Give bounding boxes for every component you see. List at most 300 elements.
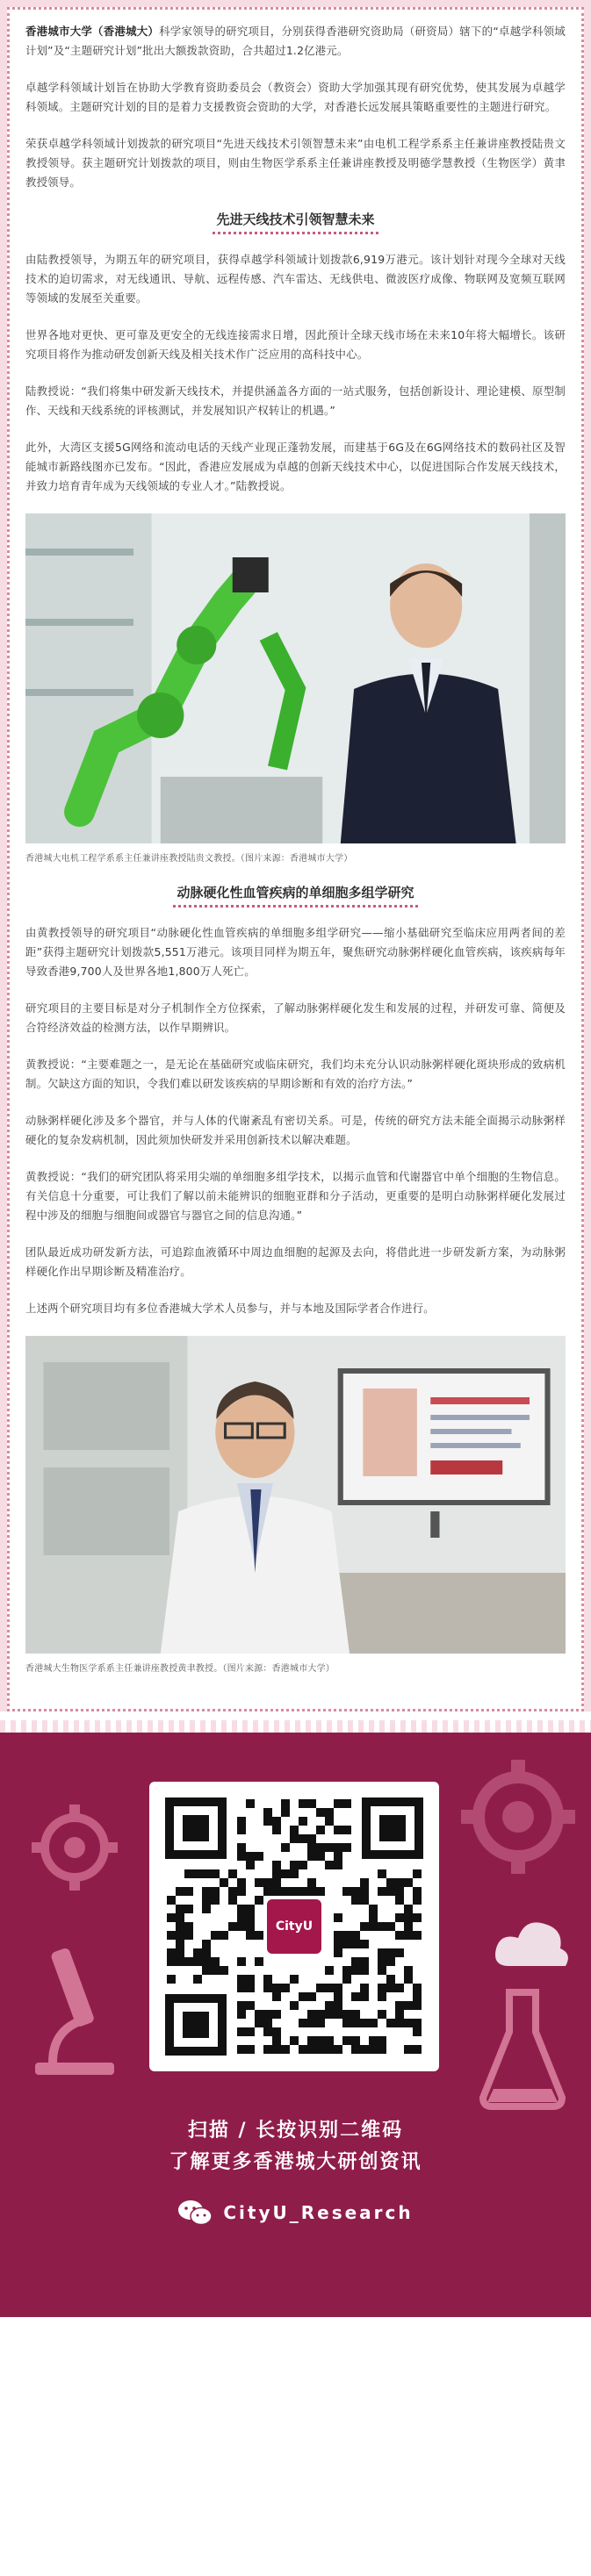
qr-module [184,1931,193,1940]
qr-module [360,2045,369,2054]
qr-module [404,1913,413,1922]
qr-module [290,1861,299,1869]
qr-module [316,2036,325,2045]
qr-module [299,2019,307,2027]
qr-module [325,1817,334,1826]
qr-module [255,2010,263,2019]
qr-module [246,1984,255,1992]
qr-module [386,1922,395,1931]
qr-module [342,1826,351,1834]
lab-robot-scene-image [25,513,566,843]
lab-flask-icon [474,1984,571,2115]
qr-module [360,1957,369,1966]
qr-module [193,1957,202,1966]
qr-module [351,1966,360,1975]
section2-paragraph-6: 团队最近成功研发新方法，可追踪血液循环中周边血细胞的起源及去向，将借此进一步研发新方案，为动脉粥样硬化作出早期诊断及精准治疗。 [25,1245,566,1278]
qr-module [237,1957,246,1966]
gear-icon [26,1799,123,1896]
section2-paragraph-3: 黄教授说：“主要难题之一，是无论在基础研究或临床研究，我们均未充分认识动脉粥样硬化斑块形成的致病机制。欠缺这方面的知识，令我们难以研发该疾病的早期诊断和有效的治疗方法。” [25,1058,566,1090]
qr-module [246,2045,255,2054]
qr-module [290,1975,299,1984]
qr-module [263,1817,272,1826]
qr-module [184,1869,193,1878]
qr-module [272,2027,281,2036]
qr-module [281,1808,290,1817]
qr-module [334,1984,342,1992]
wechat-icon [177,2199,213,2227]
qr-module [167,1896,176,1905]
qr-module [281,1887,290,1896]
qr-module [360,1966,369,1975]
qr-module [360,1984,369,1992]
qr-module [307,2010,316,2019]
qr-module [404,1905,413,1913]
qr-module [395,2010,404,2019]
qr-module [378,1869,386,1878]
qr-module [413,2001,422,2010]
qr-module [255,1957,263,1966]
qr-code[interactable] [165,1797,423,2056]
qr-module [246,1905,255,1913]
qr-module [316,1826,325,1834]
qr-module [220,1878,228,1887]
qr-module [263,1984,272,1992]
qr-module [290,1826,299,1834]
qr-module [237,1852,246,1861]
qr-module [316,2045,325,2054]
qr-module [342,1940,351,1948]
qr-module [299,1817,307,1826]
qr-module [334,1940,342,1948]
qr-module [202,1896,211,1905]
qr-module [281,1799,290,1808]
qr-module [167,1913,176,1922]
qr-module [395,2019,404,2027]
qr-module [404,1966,413,1975]
qr-module [386,1948,395,1957]
office-scene-image [25,1336,566,1654]
qr-module [211,1957,220,1966]
qr-module [176,1948,184,1957]
qr-module [378,1992,386,2001]
qr-module [307,1799,316,1808]
qr-module [369,2045,378,2054]
qr-module [281,1984,290,1992]
qr-module [272,2036,281,2045]
footer-learn-more: 了解更多香港城大研创资讯 [169,2151,422,2173]
qr-module [386,1957,395,1966]
qr-module [342,1975,351,1984]
qr-module [413,1992,422,2001]
qr-module [272,1817,281,1826]
qr-module [325,2010,334,2019]
qr-module [211,1896,220,1905]
qr-module [255,1878,263,1887]
qr-module [246,2001,255,2010]
intro-paragraph-1 [25,22,566,61]
qr-module [413,2027,422,2036]
photo-professor-huang [25,1336,566,1654]
qr-module [272,1984,281,1992]
qr-module [334,2001,342,2010]
qr-module [334,1913,342,1922]
qr-module [290,1869,299,1878]
qr-module [263,2010,272,2019]
qr-module [281,1869,290,1878]
qr-module [290,2001,299,2010]
caption-professor-huang: 香港城大生物医学系系主任兼讲座教授黄聿教授。（图片来源：香港城市大学） [25,1664,335,1674]
qr-module [342,1931,351,1940]
qr-module [413,1869,422,1878]
qr-module [228,1887,237,1896]
footer-banner [0,1720,591,2317]
qr-module [202,1940,211,1948]
qr-module [237,1905,246,1913]
qr-module [220,1966,228,1975]
qr-module [211,1966,220,1975]
qr-module [307,1878,316,1887]
qr-module [299,2045,307,2054]
qr-module [342,2036,351,2045]
qr-module [386,1887,395,1896]
qr-module [263,1878,272,1887]
qr-module [299,1861,307,1869]
qr-module [176,1940,184,1948]
qr-module [395,1948,404,1957]
qr-module [351,2045,360,2054]
qr-module [404,1922,413,1931]
qr-module [316,1984,325,1992]
qr-module [263,1975,272,1984]
qr-module [193,1948,202,1957]
qr-module [228,1922,237,1931]
qr-module [176,1913,184,1922]
qr-module [325,1984,334,1992]
qr-module [404,1975,413,1984]
qr-module [351,1957,360,1966]
section1-paragraph-3: 陆教授说：“我们将集中研发新天线技术，并提供涵盖各方面的一站式服务，包括创新设计、理论建模、原型制作、天线和天线系统的评核测试，并发展知识产权转让的机遇。” [25,384,566,417]
qr-module [193,1975,202,1984]
qr-module [237,1817,246,1826]
qr-module [176,1931,184,1940]
qr-module [395,1913,404,1922]
qr-module [325,2036,334,2045]
intro-paragraph-2: 卓越学科领域计划旨在协助大学教育资助委员会（教资会）资助大学加强其现有研究优势，使其发展为卓越学科领域。主题研究计划的目的是着力支援教资会资助的大学，对香港长远发展具策略重要性的主题进行研究。 [25,81,566,113]
qr-module [237,1975,246,1984]
qr-module [351,1887,360,1896]
qr-module [316,1852,325,1861]
qr-module [395,1887,404,1896]
qr-module [237,2010,246,2019]
qr-module [395,1931,404,1940]
qr-module [378,1957,386,1966]
section1-paragraph-4: 此外，大湾区支援5G网络和流动电话的天线产业现正蓬勃发展，而建基于6G及在6G网络技术的数码社区及智能城市新路线图亦已发布。“因此，香港应发展成为卓越的创新天线技术中心，以促进国际合作发展天线技术，并致力培育青年成为天线领域的专业人才。”陆教授说。 [25,441,566,492]
qr-finder-pattern [362,1797,423,1859]
qr-module [272,1887,281,1896]
qr-module [369,1913,378,1922]
qr-module [237,1913,246,1922]
qr-module [272,1826,281,1834]
article-card [7,7,584,1711]
qr-module [325,1843,334,1852]
qr-module [202,1905,211,1913]
qr-module [360,2019,369,2027]
wechat-account [0,2199,591,2227]
qr-module [360,1878,369,1887]
qr-module [255,1896,263,1905]
qr-module [167,1948,176,1957]
qr-module [404,1931,413,1940]
qr-module [237,1984,246,1992]
qr-module [342,1887,351,1896]
qr-finder-pattern [165,1994,227,2056]
qr-module [413,1913,422,1922]
qr-module [360,1922,369,1931]
qr-module [237,1878,246,1887]
qr-module [167,1975,176,1984]
qr-module [237,1887,246,1896]
qr-module [246,1852,255,1861]
qr-module [246,1913,255,1922]
qr-module [307,1843,316,1852]
qr-module [342,1799,351,1808]
qr-module [386,1975,395,1984]
section2-paragraph-1: 由黄教授领导的研究项目“动脉硬化性血管疾病的单细胞多组学研究——缩小基础研究至临床应用两者间的差距”获得主题研究计划拨款5,551万港元。该项目同样为期五年，聚焦研究动脉粥样硬化血管疾病，该疾病每年导致香港9,700人及世界各地1,800万人死亡。 [25,926,566,978]
qr-module [404,1878,413,1887]
section2-paragraph-2: 研究项目的主要目标是对分子机制作全方位探索，了解动脉粥样硬化发生和发展的过程，并研发可靠、简便及合符经济效益的检测方法，以作早期辨识。 [25,1001,566,1034]
qr-module [334,1931,342,1940]
qr-module [263,1808,272,1817]
qr-module [395,2001,404,2010]
qr-module [404,2001,413,2010]
qr-module [413,2019,422,2027]
qr-module [272,2010,281,2019]
qr-module [184,1922,193,1931]
qr-module [378,2045,386,2054]
qr-module [369,1905,378,1913]
qr-module [220,1931,228,1940]
qr-module [281,1843,290,1852]
qr-module [369,2036,378,2045]
qr-module [290,1834,299,1843]
qr-module [351,2036,360,2045]
section2-paragraph-5: 黄教授说：“我们的研究团队将采用尖端的单细胞多组学技术，以揭示血管和代谢器官中单个细胞的生物信息。有关信息十分重要，可让我们了解以前未能辨识的细胞亚群和分子活动，更重要的是明白动脉粥样硬化发展过程中涉及的细胞与细胞间或器官与器官之间的信息沟通。” [25,1170,566,1222]
qr-module [299,1887,307,1896]
intro-bold-lead: 香港城市大学（香港城大） [25,25,160,38]
cloud-icon [492,1913,571,1975]
qr-module [307,1852,316,1861]
qr-module [360,1896,369,1905]
qr-module [342,1843,351,1852]
qr-module [237,1922,246,1931]
qr-module [325,1808,334,1817]
qr-module [237,1843,246,1852]
qr-module [193,1869,202,1878]
qr-module [316,1843,325,1852]
qr-module [299,1834,307,1843]
qr-module [378,1948,386,1957]
section1-paragraph-2: 世界各地对更快、更可靠及更安全的无线连接需求日增，因此预计全球天线市场在未来10年将大幅增长。该研究项目将作为推动研发创新天线及相关技术作广泛应用的高科技中心。 [25,328,566,361]
qr-module [272,1869,281,1878]
qr-module [228,1869,237,1878]
qr-module [395,1984,404,1992]
qr-module [360,1992,369,2001]
qr-module [378,2010,386,2019]
qr-module [395,1896,404,1905]
qr-module [351,1896,360,1905]
qr-module [237,2027,246,2036]
section1-paragraph-1: 由陆教授领导，为期五年的研究项目，获得卓越学科领域计划拨款6,919万港元。该计划针对现今全球对天线技术的迫切需求，对无线通讯、导航、远程传感、汽车雷达、无线供电、微波医疗成像、物联网及宽频互联网等领域的发展至关重要。 [25,253,566,305]
qr-module [325,1861,334,1869]
qr-module [246,1975,255,1984]
qr-module [342,2019,351,2027]
qr-module [167,1957,176,1966]
qr-module [255,1852,263,1861]
qr-module [307,2036,316,2045]
qr-module [255,2019,263,2027]
section2-paragraph-4: 动脉粥样硬化涉及多个器官，并与人体的代谢紊乱有密切关系。可是，传统的研究方法未能全面揭示动脉粥样硬化的复杂发病机制，因此须加快研发并采用创新技术以解决难题。 [25,1114,566,1146]
qr-module [176,1887,184,1896]
qr-module [378,2036,386,2045]
qr-module [404,2019,413,2027]
intro-text: 科学家领导的研究项目，分别获得香港研究资助局（研资局）辖下的“卓越学科领域计划”及“主题研究计划”批出大额拨款资助，合共超过1.2亿港元。 [25,25,566,57]
qr-module [184,1905,193,1913]
qr-module [299,1799,307,1808]
microscope-icon [18,1931,123,2089]
qr-module [316,1887,325,1896]
qr-module [395,1878,404,1887]
qr-module [351,2010,360,2019]
qr-module [167,1931,176,1940]
qr-module [325,1966,334,1975]
qr-module [272,2045,281,2054]
qr-module [307,1992,316,2001]
qr-module [325,2001,334,2010]
photo-professor-luk [25,513,566,843]
wechat-handle: CityU_Research [223,2202,414,2223]
qr-module [413,1896,422,1905]
qr-module [184,1957,193,1966]
qr-module [307,1834,316,1843]
qr-module [281,2045,290,2054]
qr-module [237,1826,246,1834]
qr-module [413,1887,422,1896]
qr-module [316,2019,325,2027]
qr-module [202,1966,211,1975]
qr-module [369,1922,378,1931]
qr-module [263,2027,272,2036]
qr-module [290,2036,299,2045]
qr-module [184,1887,193,1896]
qr-module [263,2045,272,2054]
qr-module [334,2045,342,2054]
qr-module [378,1984,386,1992]
qr-module [316,2010,325,2019]
qr-module [246,1931,255,1940]
qr-module [334,1948,342,1957]
gear-icon [457,1755,580,1878]
section-title-antenna: 先进天线技术引领智慧未来 [25,210,566,234]
qr-module [378,1887,386,1896]
qr-module [386,1984,395,1992]
qr-module [228,1896,237,1905]
qr-module [334,1843,342,1852]
qr-module [413,1984,422,1992]
qr-module [413,1931,422,1940]
qr-module [351,1940,360,1948]
qr-module [176,1905,184,1913]
qr-module [307,2045,316,2054]
qr-module [386,2019,395,2027]
qr-module [334,1861,342,1869]
cityu-logo: CityU [263,1896,325,1957]
qr-module [351,1992,360,2001]
qr-module [307,1887,316,1896]
qr-module [211,1931,220,1940]
qr-module [386,1878,395,1887]
qr-module [202,1948,211,1957]
qr-module [351,2019,360,2027]
qr-module [334,1852,342,1861]
qr-module [272,1861,281,1869]
qr-module [211,1887,220,1896]
qr-module [272,1992,281,2001]
qr-module [334,1826,342,1834]
qr-module [342,1966,351,1975]
qr-module [378,1966,386,1975]
qr-module [413,2045,422,2054]
qr-module [237,2001,246,2010]
qr-module [378,1922,386,1931]
qr-code-card[interactable] [149,1782,439,2071]
qr-module [360,1940,369,1948]
qr-module [202,1957,211,1966]
qr-module [176,1922,184,1931]
section-title-atherosclerosis: 动脉硬化性血管疾病的单细胞多组学研究 [25,883,566,908]
intro-paragraph-3: 荣获卓越学科领域计划拨款的研究项目“先进天线技术引领智慧未来”由电机工程学系系主任兼讲座教授陆贵文教授领导。获主题研究计划拨款的项目，则由生物医学系系主任兼讲座教授及明德学慧教授（生物医学）黄聿教授领导。 [25,137,566,189]
qr-module [351,1931,360,1940]
qr-module [316,1808,325,1817]
qr-module [176,1957,184,1966]
qr-module [202,1869,211,1878]
qr-module [246,1799,255,1808]
qr-module [307,2019,316,2027]
qr-module [360,1887,369,1896]
qr-module [246,1861,255,1869]
qr-module [246,2027,255,2036]
qr-module [255,1931,263,1940]
qr-module [404,2045,413,2054]
qr-module [246,1922,255,1931]
caption-professor-luk: 香港城大电机工程学系系主任兼讲座教授陆贵文教授。（图片来源：香港城市大学） [25,854,353,864]
section2-paragraph-7: 上述两个研究项目均有多位香港城大学术人员参与，并与本地及国际学者合作进行。 [25,1302,435,1315]
qr-module [342,2010,351,2019]
qr-module [211,1869,220,1878]
qr-module [237,2045,246,2054]
qr-module [334,1799,342,1808]
qr-module [299,1992,307,2001]
qr-module [290,1887,299,1896]
footer-scan-instruction: 扫描 / 长按识别二维码 [187,2120,404,2142]
qr-module [263,2019,272,2027]
footer-divider-strip [0,1720,591,1733]
qr-module [272,1878,281,1887]
qr-module [325,2045,334,2054]
qr-module [334,1992,342,2001]
qr-module [263,1887,272,1896]
qr-module [369,2019,378,2027]
qr-module [202,1887,211,1896]
